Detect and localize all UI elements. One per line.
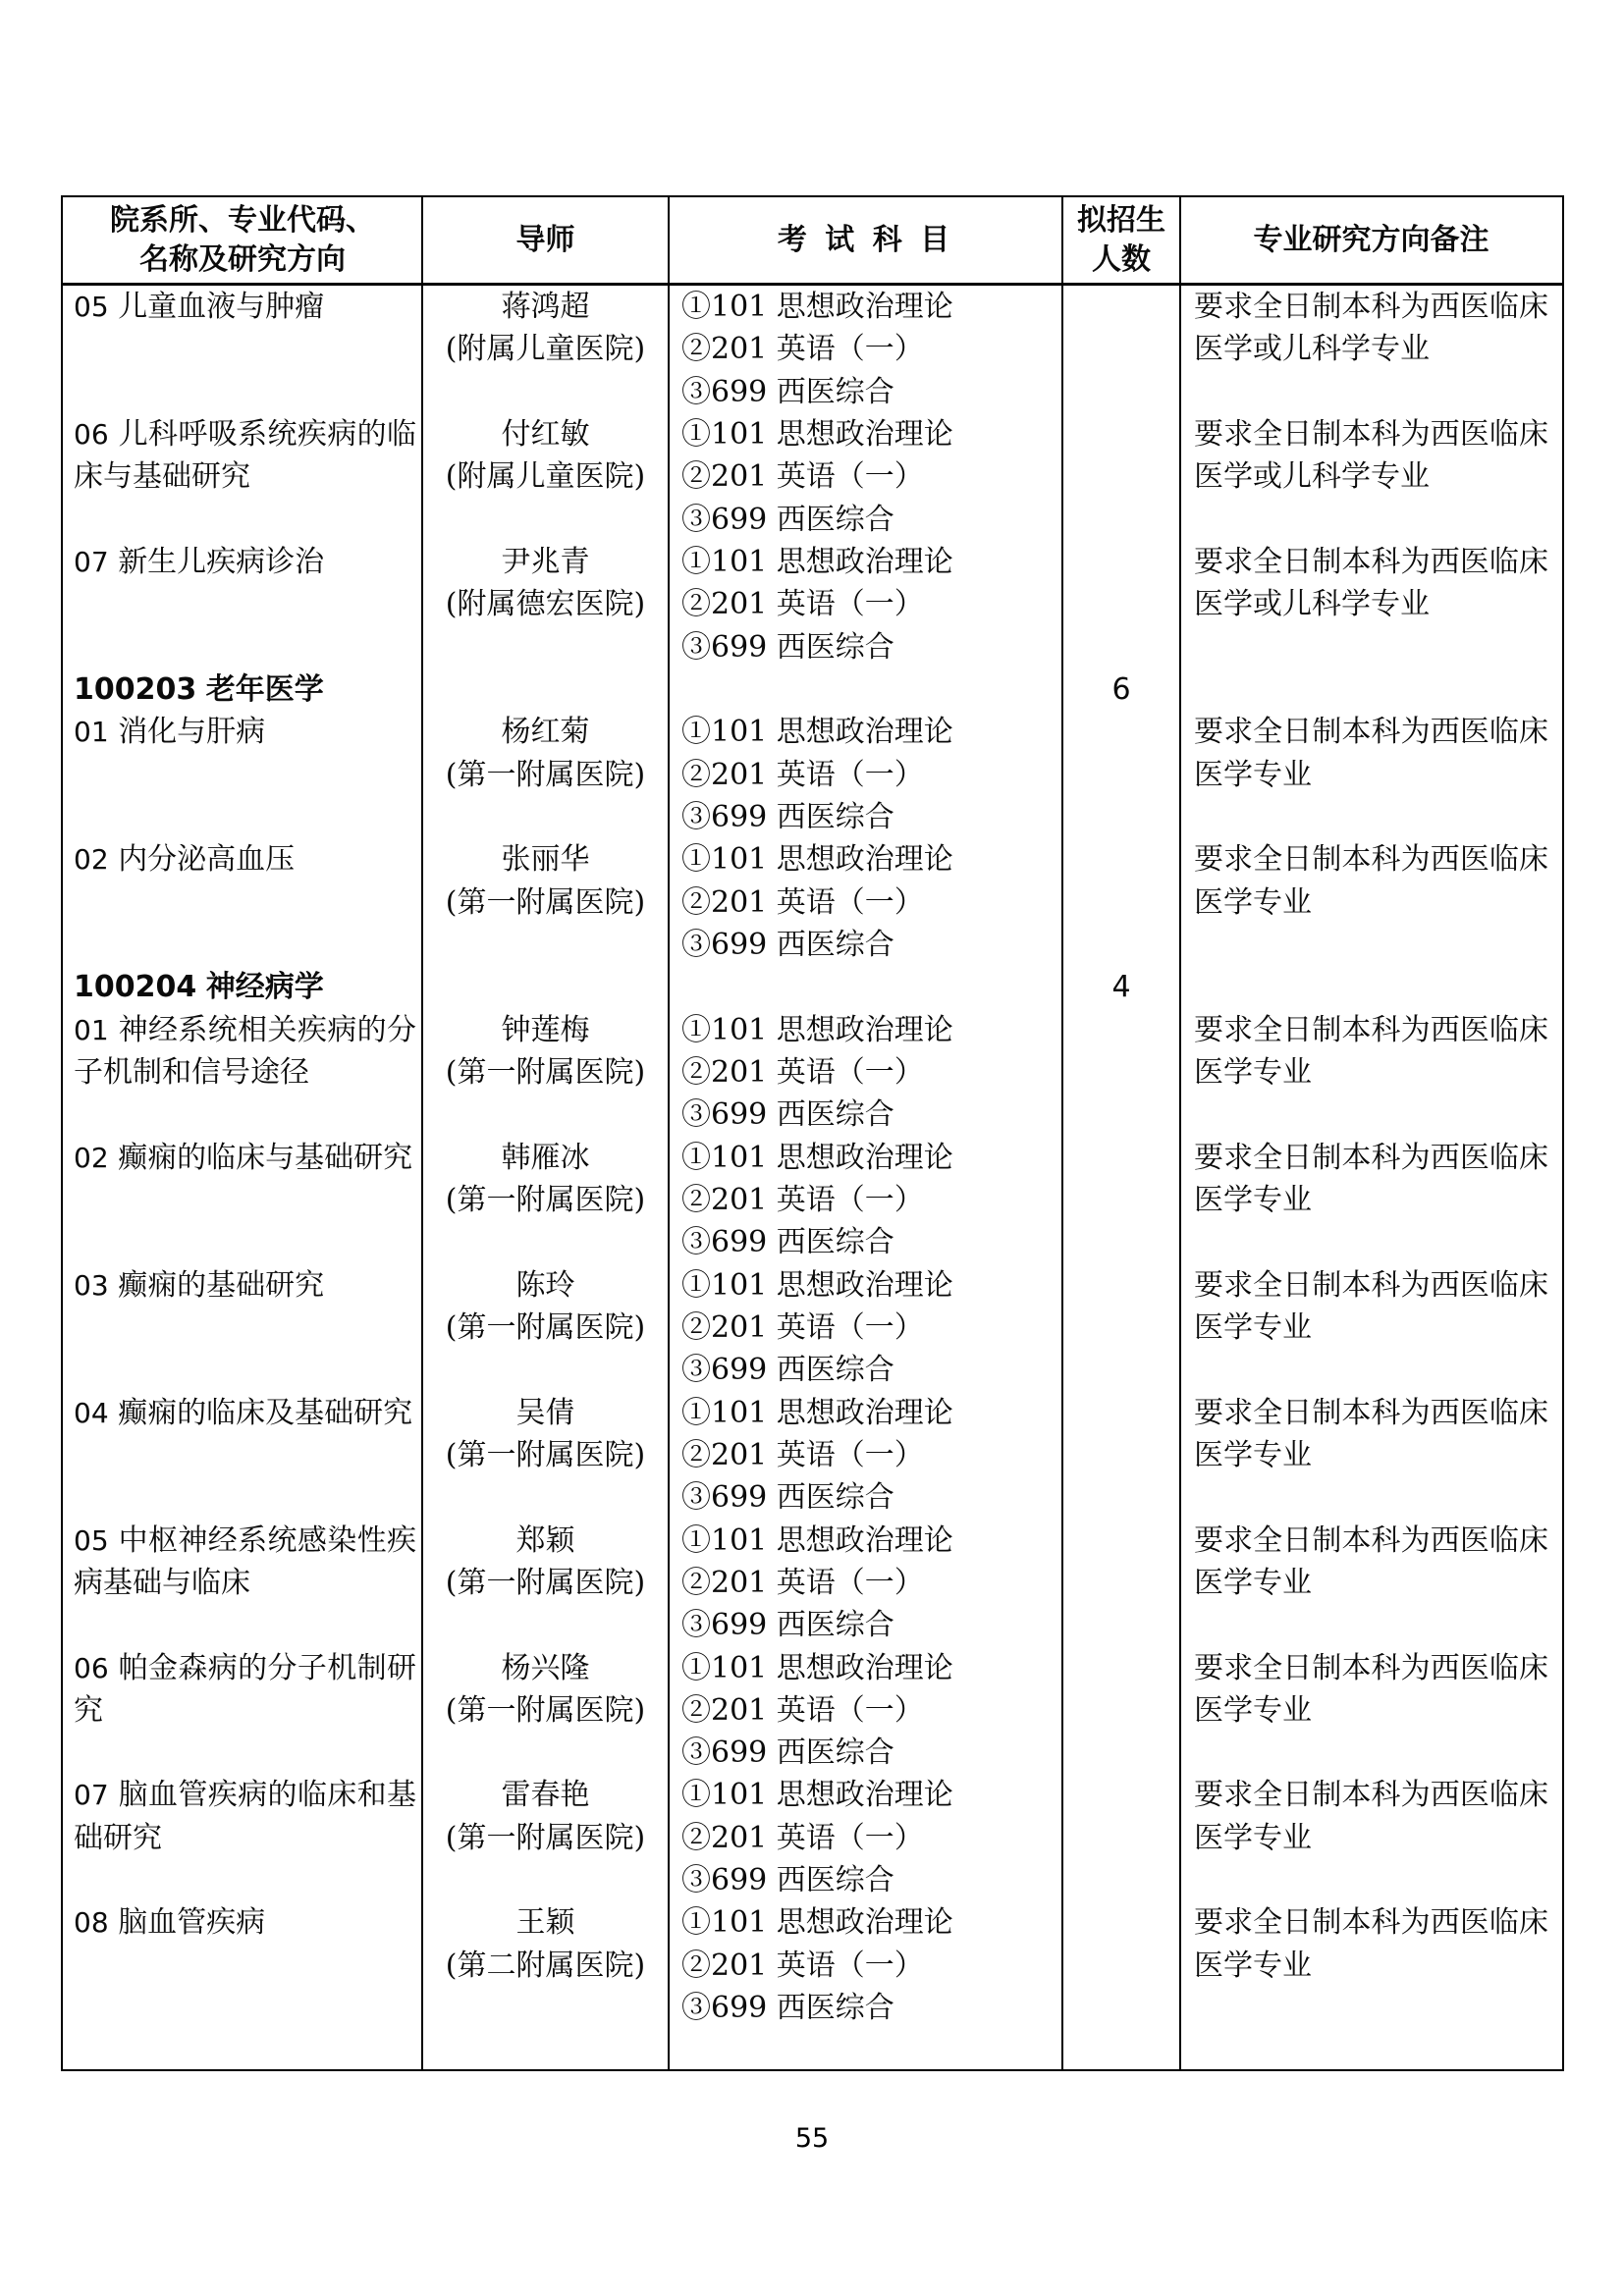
tutor-name: 雷春艳: [501, 1778, 590, 1813]
subject-line: ③699 西医综合: [681, 374, 894, 409]
direction-title: 癫痫的基础研究: [118, 1267, 325, 1303]
tutor-affiliation: (第二附属医院): [445, 1948, 646, 1983]
direction-cell: [63, 838, 422, 966]
header-exam-subjects: [669, 197, 1062, 283]
page-number: 55: [794, 2123, 830, 2154]
subject-line: ①101 思想政治理论: [681, 544, 953, 579]
enrollment-cell: [1062, 966, 1180, 1008]
header-text: 拟招生: [1077, 202, 1165, 238]
direction-title: 神经系统相关疾病的分子机制和信号途径: [74, 1012, 416, 1090]
tutor-name: 蒋鸿超: [501, 290, 590, 324]
tutor-cell: [422, 1520, 669, 1647]
subjects-cell: [669, 1520, 1062, 1647]
tutor-name: 张丽华: [501, 842, 590, 878]
direction-number: 05: [74, 1523, 109, 1557]
direction-title: 脑血管疾病的临床和基础研究: [74, 1778, 416, 1855]
subject-line: ③699 西医综合: [681, 502, 894, 537]
tutor-affiliation: (附属儿童医院): [445, 459, 646, 495]
remark-cell: 要求全日制本科为西医临床医学专业: [1194, 1140, 1548, 1217]
subjects-cell: [669, 1774, 1062, 1901]
direction-cell: [63, 413, 422, 541]
direction-title: 中枢神经系统感染性疾病基础与临床: [74, 1522, 416, 1600]
tutor-affiliation: (第一附属医院): [445, 1309, 646, 1345]
subject-line: ③699 西医综合: [681, 1480, 894, 1516]
tutor-affiliation: (第一附属医院): [445, 1054, 646, 1090]
subject-line: ②201 英语（一）: [681, 1948, 924, 1983]
column-divider: [668, 197, 670, 2069]
enrollment-count: 6: [1111, 671, 1131, 707]
column-divider: [1179, 197, 1181, 2069]
direction-title: 新生儿疾病诊治: [118, 544, 325, 579]
table-body: [63, 286, 1562, 2069]
direction-number: 05: [74, 291, 109, 323]
header-text: 人数: [1092, 241, 1151, 277]
subject-line: ①101 思想政治理论: [681, 715, 953, 750]
subject-line: ①101 思想政治理论: [681, 1650, 953, 1685]
subject-line: ②201 英语（一）: [681, 1820, 924, 1855]
direction-cell: [63, 1137, 422, 1264]
section-row-title: [63, 668, 422, 711]
direction-cell: [63, 1901, 422, 2029]
header-department-direction: [63, 197, 422, 283]
direction-number: 01: [74, 1013, 109, 1046]
tutor-affiliation: (第一附属医院): [445, 757, 646, 792]
header-text: 导师: [515, 222, 575, 257]
remark-cell: 要求全日制本科为西医临床医学专业: [1194, 1778, 1548, 1855]
tutor-cell: [422, 1901, 669, 2029]
direction-number: 07: [74, 1779, 109, 1812]
tutor-cell: [422, 1392, 669, 1520]
section-code: 100204: [74, 970, 197, 1005]
subjects-cell: [669, 1392, 1062, 1520]
subject-line: ②201 英语（一）: [681, 1565, 924, 1600]
subject-line: ③699 西医综合: [681, 927, 894, 962]
tutor-cell: [422, 413, 669, 541]
tutor-name: 尹兆青: [501, 544, 590, 579]
tutor-affiliation: (第一附属医院): [445, 1820, 646, 1855]
tutor-name: 杨红菊: [501, 715, 590, 750]
section-code: 100203: [74, 671, 197, 707]
direction-number: 06: [74, 1651, 109, 1684]
remark-cell: 要求全日制本科为西医临床医学专业: [1194, 1650, 1548, 1728]
subject-line: ①101 思想政治理论: [681, 1267, 953, 1303]
tutor-name: 吴倩: [515, 1395, 575, 1430]
direction-cell: [63, 541, 422, 668]
tutor-name: 钟莲梅: [501, 1012, 590, 1047]
subject-line: ②201 英语（一）: [681, 1309, 924, 1345]
subject-line: ②201 英语（一）: [681, 1182, 924, 1217]
tutor-name: 王颖: [515, 1905, 575, 1941]
subject-line: ②201 英语（一）: [681, 884, 924, 920]
subject-line: ①101 思想政治理论: [681, 290, 953, 324]
tutor-affiliation: (附属德宏医院): [445, 587, 646, 622]
tutor-cell: [422, 1137, 669, 1264]
direction-number: 01: [74, 716, 109, 749]
subjects-cell: [669, 1264, 1062, 1392]
tutor-affiliation: (附属儿童医院): [445, 332, 646, 367]
direction-number: 02: [74, 843, 109, 877]
subject-line: ①101 思想政治理论: [681, 1522, 953, 1558]
direction-number: 06: [74, 417, 109, 451]
direction-number: 02: [74, 1141, 109, 1174]
remark-cell: 要求全日制本科为西医临床医学专业: [1194, 1522, 1548, 1600]
tutor-cell: [422, 541, 669, 668]
subject-line: ③699 西医综合: [681, 799, 894, 834]
header-text: 专业研究方向备注: [1253, 222, 1489, 257]
direction-title: 癫痫的临床与基础研究: [118, 1140, 413, 1175]
direction-title: 儿科呼吸系统疾病的临床与基础研究: [74, 416, 416, 495]
tutor-affiliation: (第一附属医院): [445, 884, 646, 920]
tutor-cell: [422, 1264, 669, 1392]
header-direction-remarks: [1180, 197, 1562, 283]
remark-cell: 要求全日制本科为西医临床医学专业: [1194, 1267, 1548, 1345]
column-divider: [1061, 197, 1063, 2069]
tutor-cell: [422, 838, 669, 966]
subject-line: ②201 英语（一）: [681, 1692, 924, 1728]
tutor-cell: [422, 1774, 669, 1901]
subjects-cell: [669, 413, 1062, 541]
remark-cell: 要求全日制本科为西医临床医学或儿科学专业: [1194, 544, 1548, 622]
subject-line: ③699 西医综合: [681, 629, 894, 665]
subjects-cell: [669, 1901, 1062, 2029]
direction-number: 03: [74, 1268, 109, 1302]
direction-title: 脑血管疾病: [118, 1905, 266, 1941]
remark-cell: 要求全日制本科为西医临床医学专业: [1194, 1905, 1548, 1983]
tutor-cell: [422, 286, 669, 413]
subject-line: ①101 思想政治理论: [681, 1778, 953, 1813]
subject-line: ①101 思想政治理论: [681, 416, 953, 452]
subject-line: ②201 英语（一）: [681, 587, 924, 622]
direction-number: 07: [74, 545, 109, 578]
subjects-cell: [669, 711, 1062, 838]
subject-line: ②201 英语（一）: [681, 1054, 924, 1090]
direction-number: 04: [74, 1396, 109, 1429]
direction-cell: [63, 1774, 422, 1901]
subjects-cell: [669, 1009, 1062, 1137]
direction-title: 癫痫的临床及基础研究: [118, 1395, 413, 1430]
tutor-name: 杨兴隆: [501, 1650, 590, 1685]
section-name: 神经病学: [205, 970, 324, 1005]
tutor-name: 郑颖: [515, 1522, 575, 1558]
subject-line: ①101 思想政治理论: [681, 1012, 953, 1047]
subject-line: ①101 思想政治理论: [681, 842, 953, 878]
section-row-title: [63, 966, 422, 1008]
subject-line: ③699 西医综合: [681, 1608, 894, 1643]
subject-line: ②201 英语（一）: [681, 332, 924, 367]
tutor-name: 付红敏: [501, 416, 590, 452]
direction-cell: [63, 1392, 422, 1520]
direction-title: 消化与肝病: [118, 715, 266, 750]
remark-cell: 要求全日制本科为西医临床医学专业: [1194, 842, 1548, 920]
column-divider: [421, 197, 423, 2069]
tutor-cell: [422, 1647, 669, 1775]
subjects-cell: [669, 1137, 1062, 1264]
remark-cell: 要求全日制本科为西医临床医学或儿科学专业: [1194, 290, 1548, 367]
subject-line: ③699 西医综合: [681, 1991, 894, 2026]
tutor-affiliation: (第一附属医院): [445, 1692, 646, 1728]
remark-cell: 要求全日制本科为西医临床医学专业: [1194, 1012, 1548, 1090]
subject-line: ①101 思想政治理论: [681, 1395, 953, 1430]
tutor-affiliation: (第一附属医院): [445, 1565, 646, 1600]
header-tutor: [422, 197, 669, 283]
subjects-cell: [669, 838, 1062, 966]
tutor-affiliation: (第一附属医院): [445, 1437, 646, 1472]
direction-title: 儿童血液与肿瘤: [118, 290, 325, 324]
direction-number: 08: [74, 1906, 109, 1940]
header-planned-enrollment: [1062, 197, 1180, 283]
direction-cell: [63, 711, 422, 838]
tutor-cell: [422, 711, 669, 838]
subjects-cell: [669, 286, 1062, 413]
direction-title: 内分泌高血压: [118, 842, 296, 878]
subject-line: ③699 西医综合: [681, 1225, 894, 1260]
subjects-cell: [669, 541, 1062, 668]
subject-line: ②201 英语（一）: [681, 757, 924, 792]
tutor-cell: [422, 1009, 669, 1137]
subject-line: ③699 西医综合: [681, 1735, 894, 1771]
subject-line: ③699 西医综合: [681, 1097, 894, 1133]
subject-line: ②201 英语（一）: [681, 1437, 924, 1472]
enrollment-cell: [1062, 668, 1180, 711]
subject-line: ①101 思想政治理论: [681, 1905, 953, 1941]
tutor-affiliation: (第一附属医院): [445, 1182, 646, 1217]
subjects-cell: [669, 1647, 1062, 1775]
table-header-row: [63, 197, 1562, 286]
direction-cell: [63, 1009, 422, 1137]
enrollment-count: 4: [1111, 970, 1131, 1005]
direction-cell: [63, 286, 422, 413]
header-text: 考 试 科 目: [777, 222, 954, 257]
direction-cell: [63, 1520, 422, 1647]
direction-cell: [63, 1264, 422, 1392]
section-name: 老年医学: [205, 671, 324, 707]
remark-cell: 要求全日制本科为西医临床医学专业: [1194, 1395, 1548, 1472]
subject-line: ①101 思想政治理论: [681, 1140, 953, 1175]
header-text: 名称及研究方向: [139, 241, 346, 277]
tutor-name: 韩雁冰: [501, 1140, 590, 1175]
direction-title: 帕金森病的分子机制研究: [74, 1650, 416, 1728]
subject-line: ③699 西医综合: [681, 1353, 894, 1388]
remark-cell: 要求全日制本科为西医临床医学或儿科学专业: [1194, 416, 1548, 495]
direction-cell: [63, 1647, 422, 1775]
subject-line: ③699 西医综合: [681, 1863, 894, 1898]
subject-line: ②201 英语（一）: [681, 459, 924, 495]
remark-cell: 要求全日制本科为西医临床医学专业: [1194, 715, 1548, 792]
admissions-table: [61, 195, 1564, 2071]
header-text: 院系所、专业代码、: [110, 202, 375, 238]
tutor-name: 陈玲: [515, 1267, 575, 1303]
